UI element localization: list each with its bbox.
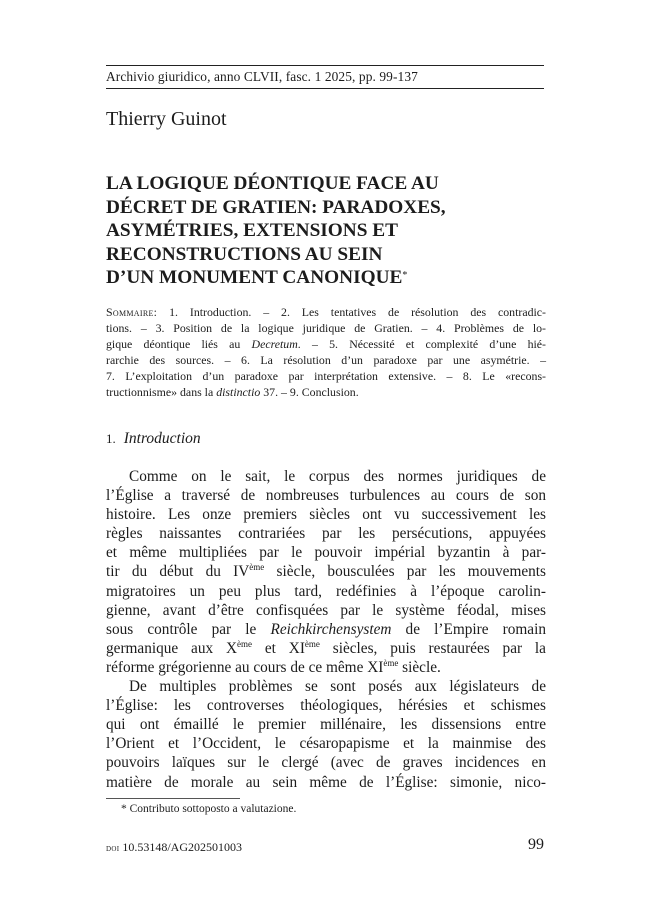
body-line: De multiples problèmes se sont posés aux législateurs de (129, 678, 546, 696)
summary-text: 1. Introduction. – 2. Les tentatives de résolution des contradic- (157, 305, 546, 319)
title-line: D’UN MONUMENT CANONIQUE (106, 267, 403, 288)
author-name: Thierry Guinot (106, 108, 227, 130)
title-line: ASYMÉTRIES, EXTENSIONS ET (106, 220, 398, 241)
summary-emphasis: Decretum (251, 337, 298, 351)
summary-line (106, 336, 546, 352)
title-line: DÉCRET DE GRATIEN: PARADOXES, (106, 196, 446, 218)
summary-text: gique déontique liés au (106, 337, 252, 351)
body-line (106, 639, 546, 658)
body-text-run: siècle. (398, 658, 441, 676)
superscript: ème (304, 638, 320, 649)
summary-line (106, 384, 546, 400)
title-footnote-mark: * (402, 270, 408, 281)
body-line: matière de morale au sein même de l’Église: simonie, nico- (106, 773, 546, 791)
summary-line: tions. – 3. Position de la logique juridique de Gratien. – 4. Problèmes de lo- (106, 321, 546, 335)
title-line: RECONSTRUCTIONS AU SEIN (106, 243, 383, 265)
superscript: ème (249, 562, 265, 573)
body-text-run: siècle, bousculées par les mouvements (264, 563, 546, 581)
body-line: l’Orient et l’Occident, le césaropapisme et la mainmise des (106, 735, 546, 753)
doi (106, 840, 242, 855)
summary-text: . – 5. Nécessité et complexité d’une hié- (297, 337, 546, 351)
body-text-run: siècles, puis restaurées par la (319, 639, 546, 657)
article-title (106, 172, 544, 290)
summary-label: Sommaire: (106, 305, 158, 319)
body-text-run: tir du début du IV (106, 563, 250, 581)
journal-citation: Archivio giuridico, anno CLVII, fasc. 1 2025, pp. 99-137 (106, 69, 418, 84)
body-line: Comme on le sait, le corpus des normes juridiques de (129, 468, 546, 485)
title-line-last (106, 266, 544, 290)
body-line (106, 620, 546, 639)
doi-label: doi (106, 843, 120, 854)
summary-text: 37. – 9. Conclusion. (260, 385, 359, 399)
body-line: règles naissantes contrariées par les persécutions, appuyées (106, 525, 546, 543)
body-line: l’Église: les controverses théologiques, hérésies et schismes (106, 697, 546, 715)
header-top-rule (106, 65, 544, 66)
body-line: migratoires un peu plus tard, redéfinies à l’époque carolin- (106, 582, 546, 600)
body-line (106, 562, 546, 581)
summary-emphasis: distinctio (216, 385, 261, 399)
summary (106, 304, 546, 400)
body-line: histoire. Les onze premiers siècles ont vu successivement les (106, 506, 546, 524)
footnote: * Contributo sottoposto a valutazione. (121, 803, 297, 815)
section-number: 1. (106, 431, 116, 446)
footnote-rule (106, 798, 240, 799)
body-text-run: germanique aux X (106, 639, 238, 657)
summary-line: 7. L’exploitation d’un paradoxe par interprétation extensive. – 8. Le «recons- (106, 369, 546, 383)
body-line: gienne, avant d’être confisquées par le système féodal, mises (106, 601, 546, 619)
title-line: LA LOGIQUE DÉONTIQUE FACE AU (106, 173, 439, 194)
body-text-run: réforme grégorienne au cours de ce même XI (106, 658, 384, 676)
superscript: ème (237, 638, 253, 649)
body-line: pouvoirs laïques sur le clergé (avec de graves incidences en (106, 754, 546, 772)
body-line (106, 658, 546, 677)
doi-value: 10.53148/AG202501003 (119, 840, 243, 854)
header-bottom-rule (106, 88, 544, 89)
body-text-run: sous contrôle par le (106, 620, 271, 638)
body-emphasis: Reichkirchensystem (270, 620, 392, 638)
section-heading (106, 430, 201, 448)
body-text-run: de l’Empire romain (391, 620, 546, 638)
body-text (106, 467, 546, 792)
summary-line: rarchie des sources. – 6. La résolution d’un paradoxe par une asymétrie. – (106, 353, 546, 367)
section-title: Introduction (123, 430, 201, 447)
page-number: 99 (528, 836, 544, 853)
superscript: ème (383, 657, 399, 668)
body-line: et même multipliées par le pouvoir impérial byzantin à par- (106, 544, 546, 562)
body-text-run: et XI (252, 639, 305, 657)
body-line: l’Église a traversé de nombreuses turbulences au cours de son (106, 487, 546, 505)
summary-text: tructionnisme» dans la (106, 385, 217, 399)
summary-line (106, 304, 546, 320)
body-line: qui ont émaillé le premier millénaire, les dissensions entre (106, 716, 546, 734)
